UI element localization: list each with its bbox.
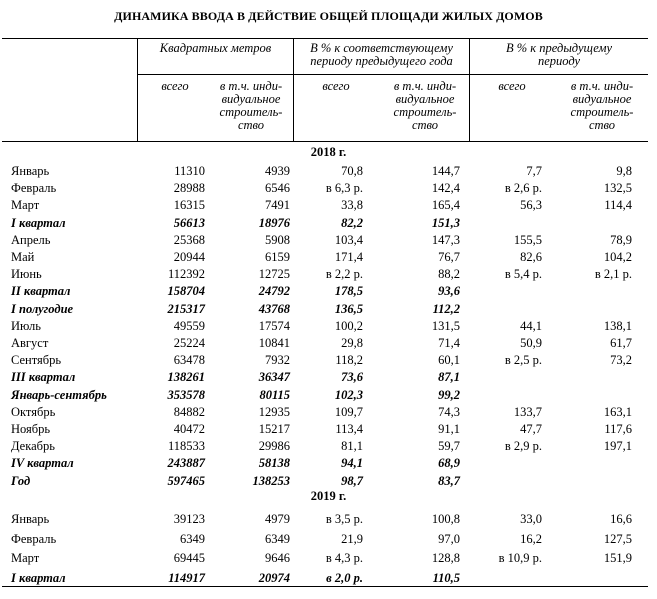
sqm-individual-cell: 10841 — [258, 336, 290, 350]
pop-individual-cell: 117,6 — [604, 422, 632, 436]
sqm-individual-cell: 43768 — [258, 301, 290, 316]
yoy-total-cell: 21,9 — [341, 531, 363, 546]
sqm-total-cell: 63478 — [173, 353, 205, 368]
yoy-individual-cell: 144,7 — [431, 164, 460, 178]
sqm-total-cell: 39123 — [173, 512, 205, 526]
yoy-individual-cell: 83,7 — [438, 473, 460, 488]
summary-row — [0, 474, 657, 491]
table-title: ДИНАМИКА ВВОДА В ДЕЙСТВИЕ ОБЩЕЙ ПЛОЩАДИ ЖИЛЫХ ДОМОВ — [114, 9, 543, 23]
sqm-total-cell: 353578 — [167, 387, 205, 402]
sqm-total-cell: 28988 — [173, 181, 205, 196]
yoy-total-cell: 178,5 — [334, 284, 363, 299]
sqm-individual-cell: 7491 — [265, 198, 290, 213]
yoy-total-cell: 118,2 — [335, 353, 363, 368]
yoy-individual-cell: 151,3 — [431, 215, 460, 230]
pop-individual-cell: 61,7 — [610, 336, 632, 350]
pop-total-cell: 44,1 — [520, 318, 542, 333]
yoy-total-cell: в 6,3 р. — [325, 181, 363, 196]
sqm-individual-cell: 4939 — [265, 164, 290, 178]
summary-row — [0, 388, 657, 405]
yoy-individual-cell: 142,4 — [431, 181, 460, 196]
sqm-total-cell: 112392 — [167, 267, 205, 282]
yoy-total-cell: 70,8 — [341, 164, 363, 178]
pop-total-cell: в 2,5 р. — [504, 353, 542, 368]
header-pop: В % к предыдущему периоду — [505, 41, 612, 68]
sqm-individual-cell: 4979 — [265, 512, 290, 526]
year-header-2019: 2019 г. — [310, 489, 347, 503]
pop-individual-cell: 151,9 — [603, 551, 632, 565]
pop-total-cell: 50,9 — [520, 336, 542, 350]
sqm-individual-cell: 58138 — [258, 456, 290, 471]
subheader-sqm-individual: в т.ч. инди- видуальное строитель- ство — [219, 79, 283, 132]
sqm-total-cell: 6349 — [180, 531, 205, 546]
pop-total-cell: в 5,4 р. — [504, 267, 542, 282]
sqm-total-cell: 25368 — [173, 232, 205, 247]
yoy-individual-cell: 76,7 — [438, 250, 460, 264]
row-label: Ноябрь — [11, 422, 51, 436]
summary-row — [0, 216, 657, 233]
sqm-individual-cell: 18976 — [258, 215, 290, 230]
row-label: Февраль — [11, 181, 57, 196]
yoy-total-cell: 171,4 — [334, 250, 363, 264]
row-label: I квартал — [11, 570, 66, 585]
pop-individual-cell: 78,9 — [610, 232, 632, 247]
pop-individual-cell: 127,5 — [603, 531, 632, 546]
yoy-individual-cell: 112,2 — [432, 301, 460, 316]
sqm-individual-cell: 17574 — [258, 318, 290, 333]
row-label: Июль — [11, 318, 41, 333]
yoy-total-cell: 100,2 — [334, 318, 363, 333]
yoy-individual-cell: 128,8 — [431, 551, 460, 565]
row-label: Март — [11, 198, 40, 213]
sqm-total-cell: 243887 — [167, 456, 205, 471]
row-label: Январь — [11, 164, 50, 178]
summary-row — [0, 456, 657, 473]
yoy-total-cell: в 4,3 р. — [325, 551, 363, 565]
sqm-total-cell: 69445 — [173, 551, 205, 565]
pop-individual-cell: 9,8 — [616, 164, 632, 178]
pop-individual-cell: 16,6 — [610, 512, 632, 526]
sqm-individual-cell: 29986 — [258, 439, 290, 454]
sqm-individual-cell: 36347 — [258, 370, 290, 385]
sqm-total-cell: 215317 — [167, 301, 205, 316]
row-label: Декабрь — [11, 439, 55, 454]
row-label: IV квартал — [11, 456, 74, 471]
pop-total-cell: 82,6 — [520, 250, 542, 264]
table-row — [0, 250, 657, 267]
sqm-total-cell: 114917 — [168, 570, 205, 585]
row-label: Год — [11, 473, 31, 488]
table-row — [0, 164, 657, 181]
sqm-total-cell: 84882 — [173, 404, 205, 419]
sqm-total-cell: 25224 — [173, 336, 205, 350]
sqm-individual-cell: 15217 — [258, 422, 290, 436]
sqm-individual-cell: 6546 — [265, 181, 290, 196]
yoy-individual-cell: 131,5 — [431, 318, 460, 333]
yoy-individual-cell: 91,1 — [438, 422, 460, 436]
pop-total-cell: 16,2 — [520, 531, 542, 546]
table-row — [0, 267, 657, 284]
sqm-individual-cell: 12935 — [258, 404, 290, 419]
sqm-individual-cell: 5908 — [265, 232, 290, 247]
yoy-total-cell: 98,7 — [341, 473, 363, 488]
pop-individual-cell: 132,5 — [603, 181, 632, 196]
sqm-total-cell: 16315 — [173, 198, 205, 213]
sqm-individual-cell: 6349 — [265, 531, 290, 546]
row-label: Февраль — [11, 531, 57, 546]
pop-individual-cell: 73,2 — [610, 353, 632, 368]
row-label: Январь-сентябрь — [11, 387, 107, 402]
yoy-total-cell: 102,3 — [334, 387, 363, 402]
table-row — [0, 353, 657, 370]
table-top-rule — [2, 38, 648, 39]
pop-total-cell: в 2,9 р. — [504, 439, 542, 454]
summary-row — [0, 302, 657, 319]
sqm-total-cell: 158704 — [167, 284, 205, 299]
sqm-individual-cell: 80115 — [259, 387, 290, 402]
yoy-total-cell: в 2,0 р. — [326, 570, 363, 585]
sqm-individual-cell: 20974 — [258, 570, 290, 585]
yoy-total-cell: 33,8 — [341, 198, 363, 213]
header-bottom-rule — [2, 141, 648, 142]
header-sqm: Квадратных метров — [159, 41, 272, 55]
pop-individual-cell: 197,1 — [603, 439, 632, 454]
yoy-total-cell: в 2,2 р. — [325, 267, 363, 282]
yoy-total-cell: 82,2 — [341, 215, 363, 230]
row-label: Апрель — [11, 232, 51, 247]
subheader-sqm-total: всего — [161, 79, 189, 93]
row-label: Март — [11, 551, 40, 565]
row-label: I квартал — [11, 215, 66, 230]
yoy-total-cell: 136,5 — [334, 301, 363, 316]
row-label: Август — [11, 336, 49, 350]
pop-individual-cell: 163,1 — [603, 404, 632, 419]
table-row — [0, 439, 657, 456]
yoy-total-cell: 73,6 — [341, 370, 363, 385]
table-row — [0, 512, 657, 529]
yoy-individual-cell: 60,1 — [438, 353, 460, 368]
row-label: III квартал — [11, 370, 76, 385]
pop-total-cell: 33,0 — [520, 512, 542, 526]
summary-row — [0, 571, 657, 588]
sqm-total-cell: 49559 — [173, 318, 205, 333]
table-row — [0, 405, 657, 422]
yoy-individual-cell: 87,1 — [438, 370, 460, 385]
sqm-individual-cell: 6159 — [265, 250, 290, 264]
pop-total-cell: 7,7 — [526, 164, 542, 178]
yoy-individual-cell: 68,9 — [438, 456, 460, 471]
yoy-individual-cell: 147,3 — [431, 232, 460, 247]
row-label: Май — [11, 250, 35, 264]
sqm-individual-cell: 24792 — [258, 284, 290, 299]
yoy-individual-cell: 100,8 — [431, 512, 460, 526]
table-row — [0, 551, 657, 568]
pop-individual-cell: 138,1 — [603, 318, 632, 333]
sqm-total-cell: 40472 — [173, 422, 205, 436]
yoy-total-cell: 109,7 — [334, 404, 363, 419]
yoy-individual-cell: 165,4 — [431, 198, 460, 213]
table-row — [0, 532, 657, 549]
sqm-individual-cell: 7932 — [265, 353, 290, 368]
summary-row — [0, 370, 657, 387]
pop-total-cell: 133,7 — [513, 404, 542, 419]
sqm-individual-cell: 138253 — [252, 473, 290, 488]
pop-total-cell: в 2,6 р. — [504, 181, 542, 196]
table-row — [0, 181, 657, 198]
header-group-rule — [138, 74, 648, 75]
yoy-total-cell: 29,8 — [341, 336, 363, 350]
pop-individual-cell: в 2,1 р. — [594, 267, 632, 282]
yoy-total-cell: 81,1 — [341, 439, 363, 454]
pop-total-cell: 47,7 — [520, 422, 542, 436]
yoy-individual-cell: 74,3 — [438, 404, 460, 419]
table-row — [0, 233, 657, 250]
sqm-individual-cell: 12725 — [258, 267, 290, 282]
yoy-individual-cell: 99,2 — [438, 387, 460, 402]
summary-row — [0, 284, 657, 301]
sqm-total-cell: 56613 — [173, 215, 205, 230]
row-label: I полугодие — [11, 301, 74, 316]
yoy-individual-cell: 59,7 — [438, 439, 460, 454]
table-row — [0, 198, 657, 215]
yoy-individual-cell: 71,4 — [438, 336, 460, 350]
row-label: II квартал — [11, 284, 71, 299]
pop-total-cell: 155,5 — [513, 232, 542, 247]
yoy-total-cell: в 3,5 р. — [325, 512, 363, 526]
sqm-individual-cell: 9646 — [265, 551, 290, 565]
sqm-total-cell: 11310 — [174, 164, 205, 178]
yoy-individual-cell: 110,5 — [432, 570, 460, 585]
yoy-individual-cell: 97,0 — [438, 531, 460, 546]
year-header-2018: 2018 г. — [310, 145, 347, 159]
pop-total-cell: 56,3 — [520, 198, 542, 213]
pop-individual-cell: 104,2 — [603, 250, 632, 264]
table-row — [0, 336, 657, 353]
subheader-pop-individual: в т.ч. инди- видуальное строитель- ство — [570, 79, 634, 132]
subheader-pop-total: всего — [498, 79, 526, 93]
yoy-total-cell: 103,4 — [334, 232, 363, 247]
subheader-yoy-total: всего — [322, 79, 350, 93]
sqm-total-cell: 118533 — [167, 439, 205, 454]
yoy-total-cell: 113,4 — [335, 422, 363, 436]
row-label: Октябрь — [11, 404, 56, 419]
yoy-total-cell: 94,1 — [341, 456, 363, 471]
yoy-individual-cell: 93,6 — [438, 284, 460, 299]
sqm-total-cell: 20944 — [173, 250, 205, 264]
row-label: Июнь — [11, 267, 42, 282]
row-label: Январь — [11, 512, 50, 526]
sqm-total-cell: 138261 — [167, 370, 205, 385]
sqm-total-cell: 597465 — [167, 473, 205, 488]
pop-total-cell: в 10,9 р. — [498, 551, 542, 565]
subheader-yoy-individual: в т.ч. инди- видуальное строитель- ство — [393, 79, 457, 132]
table-row — [0, 319, 657, 336]
yoy-individual-cell: 88,2 — [438, 267, 460, 282]
table-row — [0, 422, 657, 439]
header-yoy: В % к соответствующему периоду предыдущего года — [310, 41, 453, 68]
row-label: Сентябрь — [11, 353, 62, 368]
pop-individual-cell: 114,4 — [604, 198, 632, 213]
